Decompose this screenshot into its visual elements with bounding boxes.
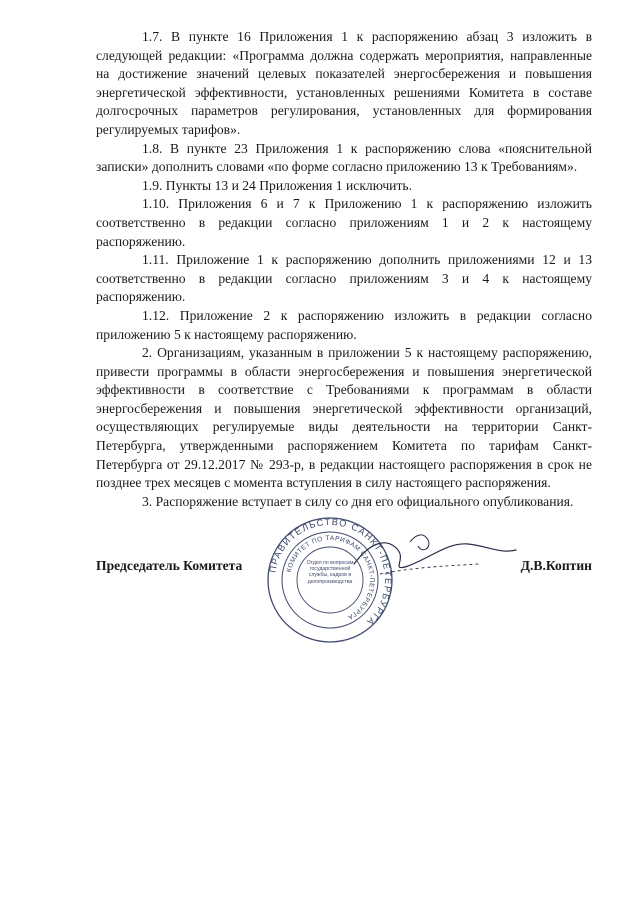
paragraph-1-7: 1.7. В пункте 16 Приложения 1 к распоряжению абзац 3 изложить в следующей редакции: «Программа должна содержать мероприятия, направленные на достижение значений целевых показателей энергосбережения и повышения энергетической эффективности, установленных решениями Комитета в составе долгосрочных параметров регулирования, установленных для формирования регулируемых тарифов». [96, 29, 592, 137]
paragraph-1-10: 1.10. Приложения 6 и 7 к Приложению 1 к распоряжению изложить соответственно в редакции согласно приложениям 1 и 2 к настоящему распоряжению. [96, 196, 592, 249]
signer-title: Председатель Комитета [96, 558, 243, 573]
paragraph-1-9: 1.9. Пункты 13 и 24 Приложения 1 исключить. [142, 177, 412, 193]
signer-name: Д.В.Коптин [520, 558, 592, 573]
paragraph-1-12: 1.12. Приложение 2 к распоряжению изложить в редакции согласно приложению 5 к настоящему распоряжению. [96, 307, 592, 342]
signature-block [96, 558, 592, 578]
stamp-center-text: Отдел по вопросам государственной службы, кадров и делопроизводства [306, 560, 354, 585]
document-body [96, 28, 592, 511]
stamp-inner-text: КОМИТЕТ ПО ТАРИФАМ САНКТ-ПЕТЕРБУРГА [285, 534, 376, 621]
handwritten-signature [350, 520, 520, 590]
paragraph-1-11: 1.11. Приложение 1 к распоряжению дополнить приложениями 12 и 13 соответственно в редакции согласно приложениям 3 и 4 к настоящему распоряжению. [96, 252, 592, 305]
paragraph-3: 3. Распоряжение вступает в силу со дня его официального опубликования. [142, 493, 574, 509]
stamp-outer-text: ПРАВИТЕЛЬСТВО САНКТ-ПЕТЕРБУРГА [267, 516, 394, 628]
paragraph-2: 2. Организациям, указанным в приложении 5 к настоящему распоряжению, привести программы в области энергосбережения и повышения энергетической эффективности в соответствие с Требованиями к программам в области энергосбережения и повышения энергетической эффективности организаций, осуществляющих регулируемые виды деятельности на территории Санкт-Петербурга, утвержденными распоряжением Комитета по тарифам Санкт-Петербурга от 29.12.2017 № 293-р, в редакции настоящего распоряжения в срок не позднее трех месяцев с момента вступления в силу настоящего распоряжения. [96, 345, 592, 491]
paragraph-1-8: 1.8. В пункте 23 Приложения 1 к распоряжению слова «пояснительной записки» дополнить словами «по форме согласно приложению 13 к Требованиям». [96, 140, 592, 175]
